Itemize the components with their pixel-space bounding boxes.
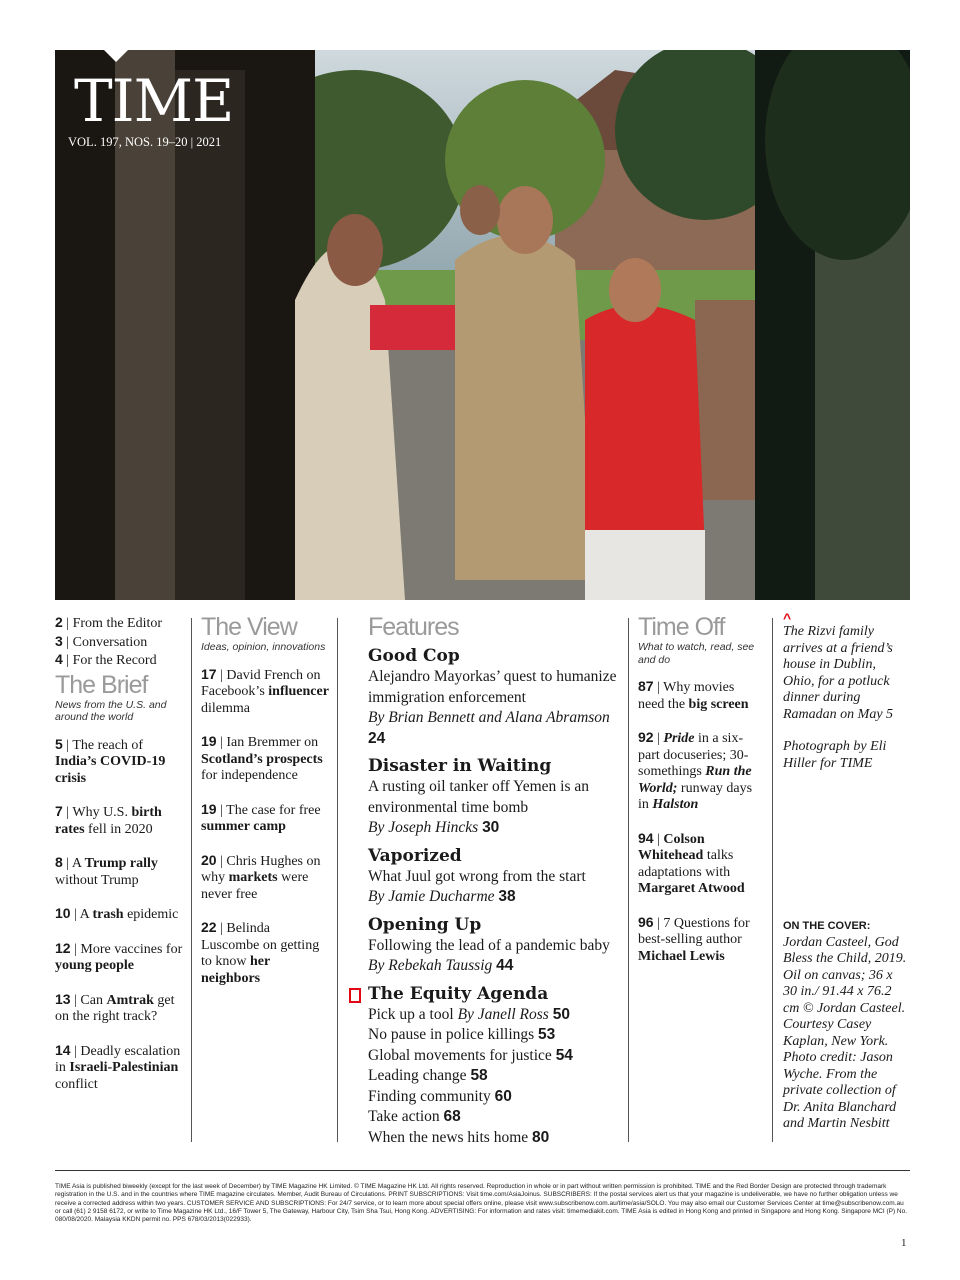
section-subtitle-brief: News from the U.S. and around the world [55, 698, 167, 723]
column-divider [337, 618, 338, 1142]
equity-page: 50 [552, 1005, 570, 1023]
equity-page: 58 [470, 1067, 488, 1084]
page-number-ref: 7 [55, 803, 63, 819]
item-text: A [79, 907, 93, 922]
equity-line[interactable]: Leading change 58 [368, 1067, 488, 1084]
item-text: A [71, 856, 85, 871]
item-highlight: Colson Whitehead [638, 831, 705, 863]
feature-byline: By Jamie Ducharme 38 [368, 888, 516, 905]
footer-rule [55, 1170, 910, 1171]
page-number-ref: 19 [201, 733, 217, 749]
feature-entry [368, 845, 620, 908]
front-item[interactable]: 3 | Conversation [55, 632, 148, 650]
view-item[interactable]: 17 | David French on Facebook’s influencer dilemma [201, 665, 329, 716]
feature-dek: What Juul got wrong from the start [368, 867, 586, 885]
section-title-features: Features [368, 613, 459, 641]
section-subtitle-timeoff: What to watch, read, see and do [638, 641, 755, 666]
feature-dek: Following the lead of a pandemic baby By Rebekah Taussig 44 [368, 936, 610, 974]
timeoff-item[interactable]: 92 | Pride in a six-part docuseries; 30-somethings Run the World; runway days in Halston [638, 729, 753, 812]
column-features [368, 614, 620, 1148]
item-text: fell in 2020 [84, 821, 153, 837]
item-text: epidemic [123, 907, 179, 922]
page-number-ref: 94 [638, 829, 654, 846]
view-item[interactable]: 20 | Chris Hughes on why markets were never free [201, 851, 321, 902]
timeoff-item[interactable]: 94 | Colson Whitehead talks adaptations with Margaret Atwood [638, 829, 745, 896]
feature-page: 38 [498, 888, 516, 905]
time-logo: TIME [74, 67, 234, 135]
page-number: 1 [901, 1237, 907, 1249]
feature-title[interactable]: The Equity Agenda [368, 983, 549, 1004]
item-highlight: Margaret Atwood [638, 881, 745, 896]
item-text: in a six-part docuseries; 30-somethings [638, 731, 749, 779]
feature-byline: By Joseph Hincks 30 [368, 819, 500, 836]
view-item[interactable]: 19 | Ian Bremmer on Scotland’s prospects for independence [201, 733, 323, 783]
feature-dek: Alejandro Mayorkas’ quest to humanize immigration enforcement [368, 668, 617, 706]
page-number-ref: 20 [201, 851, 217, 868]
column-divider [772, 618, 773, 1142]
item-text: Why U.S. [72, 805, 132, 820]
page-number-ref: 5 [55, 735, 63, 752]
item-highlight: young people [55, 958, 134, 973]
feature-byline: By Rebekah Taussig [368, 957, 493, 974]
item-highlight: big screen [688, 696, 749, 712]
item-text: Can [80, 992, 107, 1008]
caret-up-icon: ^ [783, 610, 792, 626]
page-number-ref: 13 [55, 990, 71, 1007]
column-divider [628, 618, 629, 1142]
item-text: dilemma [201, 700, 250, 716]
item-text: Chris Hughes on why [201, 853, 321, 885]
item-text: The reach of [72, 737, 144, 753]
equity-line[interactable]: Take action 68 [368, 1108, 461, 1125]
item-text: conflict [55, 1076, 98, 1092]
section-title-brief: The Brief [55, 670, 148, 699]
feature-title[interactable]: Vaporized [368, 845, 462, 866]
feature-title[interactable]: Opening Up [368, 914, 482, 935]
page-number-ref: 17 [201, 665, 217, 682]
view-item[interactable]: 19 | The case for free summer camp [201, 800, 321, 834]
item-highlight: Michael Lewis [638, 948, 725, 964]
equity-line[interactable]: Pick up a tool By Janell Ross 50 [368, 1005, 570, 1023]
item-highlight: Israeli-Palestinian [69, 1060, 179, 1075]
item-highlight: influencer [268, 684, 329, 699]
timeoff-list [638, 678, 762, 965]
feature-entry [368, 914, 620, 977]
brief-item[interactable]: 14 | Deadly escalation in Israeli-Palestinian conflict [55, 1041, 181, 1092]
item-highlight: Scotland’s prospects [201, 751, 323, 767]
feature-entry [368, 755, 620, 839]
page-number-ref: 92 [638, 729, 654, 745]
logo-triangle [104, 50, 128, 62]
section-title-view: The View [201, 613, 297, 641]
page-number-ref: 12 [55, 939, 71, 956]
item-highlight: Halston [652, 797, 699, 812]
timeoff-item[interactable]: 96 | 7 Questions for best-selling author Michael Lewis [638, 913, 750, 964]
item-text: Ian Bremmer on [226, 735, 319, 750]
item-text: David French on Facebook’s [201, 667, 321, 699]
equity-page: 80 [532, 1128, 550, 1146]
equity-page: 60 [494, 1087, 512, 1105]
section-subtitle-view: Ideas, opinion, innovations [201, 641, 326, 653]
item-highlight: Amtrak [106, 992, 154, 1008]
photo-caption: The Rizvi family arrives at a friend’s house in Dublin, Ohio, for a potluck dinner during Ramadan on May 5 [783, 624, 894, 722]
feature-list [368, 645, 620, 977]
feature-dek: A rusting oil tanker off Yemen is an environmental time bomb [368, 778, 590, 816]
feature-page: 44 [496, 957, 514, 974]
item-text: Belinda Luscombe on getting to know [201, 921, 320, 969]
item-highlight: Trump rally [84, 856, 158, 871]
item-text: get on the right track? [55, 992, 175, 1024]
item-highlight: Pride [663, 731, 695, 746]
view-item[interactable]: 22 | Belinda Luscombe on getting to know her neighbors [201, 919, 320, 986]
item-highlight: India’s COVID-19 crisis [55, 754, 166, 786]
equity-byline: By Janell Ross [457, 1005, 549, 1023]
front-list [55, 614, 183, 670]
column-view [201, 614, 329, 1003]
feature-byline: By Brian Bennett and Alana Abramson 24 [368, 709, 610, 747]
brief-item[interactable]: 12 | More vaccines for young people [55, 939, 183, 973]
fine-print: TIME Asia is published biweekly (except for the last week of December) by TIME Magazine HK Limited. © TIME Magazine HK Ltd. All rights reserved. Reproduction in whole or in part without written permission is prohibited. TIME and the Red Border Design are protected through trademark registration in the U.S. and in the countries where TIME magazine circulates. Member, Audit Bureau of Circulations. PRINT SUBSCRIPTIONS: Visit time.com/AsiaJoinus. SUBSCRIBERS: If the postal services alert us that your magazine is undeliverable, we have no further obligation unless we receive a corrected address within two years. CUSTOMER SERVICE AND SUBSCRIPTIONS: For 24/7 service, or to learn more about special offers online, please visit www.subscribenow.com.au/time/asia/SOLO. You may also email our Customer Services Center at time@subscribenow.com.au or call (61) 2 9158 6172, or write to Time Magazine HK Ltd., 16/F Tower 5, The Gateway, Harbour City, Tsim Sha Tsui, Hong Kong. ADVERTISING: For information and rates visit: timemediakit.com. TIME Asia is edited in Hong Kong and printed in Singapore and Hong Kong. Singapore MCI (P) No. 080/08/2020. Malaysia KKDN permit no. PPS 678/03/2013(022933). [55, 1183, 908, 1224]
column-caption [783, 610, 910, 1131]
item-text: runway days in [638, 780, 753, 812]
page-number-ref: 14 [55, 1041, 71, 1058]
item-highlight: birth rates [55, 805, 162, 837]
column-timeoff [638, 614, 762, 981]
brief-item[interactable]: 7 | Why U.S. birth rates fell in 2020 [55, 803, 162, 837]
brief-item[interactable]: 5 | The reach of India’s COVID-19 crisis [55, 735, 166, 786]
equity-list [368, 1005, 620, 1149]
cover-credit-block [783, 918, 910, 1133]
item-text: for independence [201, 768, 298, 783]
volume-line: VOL. 197, NOS. 19–20 | 2021 [68, 135, 222, 149]
equity-page: 54 [555, 1046, 573, 1064]
item-text: Deadly escalation in [55, 1043, 181, 1075]
equity-page: 53 [538, 1026, 556, 1043]
item-text: Why movies need the [638, 680, 735, 712]
front-item[interactable]: 4 | For the Record [55, 651, 157, 668]
page-number-ref: 10 [55, 905, 71, 921]
red-border-icon [349, 988, 361, 1003]
item-highlight: Run the World; [638, 764, 752, 796]
column-divider [191, 618, 192, 1142]
timeoff-item[interactable]: 87 | Why movies need the big screen [638, 678, 749, 712]
item-highlight: her neighbors [201, 954, 270, 986]
item-highlight: summer camp [201, 819, 286, 834]
brief-item[interactable]: 10 | A trash epidemic [55, 905, 179, 922]
section-title-timeoff: Time Off [638, 613, 725, 641]
equity-line[interactable]: Global movements for justice 54 [368, 1046, 573, 1064]
front-item[interactable]: 2 | From the Editor [55, 614, 163, 631]
item-highlight: markets [228, 870, 278, 885]
brief-item[interactable]: 8 | A Trump rally without Trump [55, 854, 158, 888]
page-number-ref: 87 [638, 678, 654, 694]
item-highlight: trash [92, 907, 124, 922]
page-number-ref: 22 [201, 919, 217, 935]
equity-line[interactable]: No pause in police killings 53 [368, 1026, 556, 1043]
item-text: without Trump [55, 872, 139, 888]
cover-label: ON THE COVER: [783, 920, 871, 932]
feature-title[interactable]: Disaster in Waiting [368, 756, 552, 776]
equity-block [368, 983, 620, 1149]
page-number-ref: 96 [638, 913, 654, 930]
page-number-ref: 19 [201, 800, 217, 817]
feature-page: 24 [368, 729, 386, 747]
equity-page: 68 [443, 1108, 461, 1125]
column-brief [55, 614, 183, 1109]
feature-entry [368, 645, 620, 749]
feature-page: 30 [482, 819, 500, 836]
item-text: More vaccines for [80, 941, 183, 957]
cover-credit: Jordan Casteel, God Bless the Child, 2019. Oil on canvas; 36 x 30 in./ 91.44 x 76.2 cm © Jordan Casteel. Courtesy Casey Kaplan, New York. Photo credit: Jason Wyche. From the private collection of Dr. Anita Blanchard and Martin Nesbitt [783, 934, 907, 1131]
equity-line[interactable]: When the news hits home 80 [368, 1128, 550, 1146]
item-text: were never free [201, 870, 309, 902]
item-text: talks adaptations with [638, 848, 734, 880]
equity-line[interactable]: Finding community 60 [368, 1087, 512, 1105]
page-number-ref: 8 [55, 854, 63, 870]
brief-item[interactable]: 13 | Can Amtrak get on the right track? [55, 990, 175, 1024]
feature-title[interactable]: Good Cop [368, 646, 460, 666]
view-list [201, 666, 329, 988]
photo-credit: Photograph by Eli Hiller for TIME [783, 739, 887, 771]
item-text: The case for free [226, 802, 321, 818]
item-text: 7 Questions for best-selling author [638, 915, 750, 947]
brief-list [55, 736, 183, 1094]
